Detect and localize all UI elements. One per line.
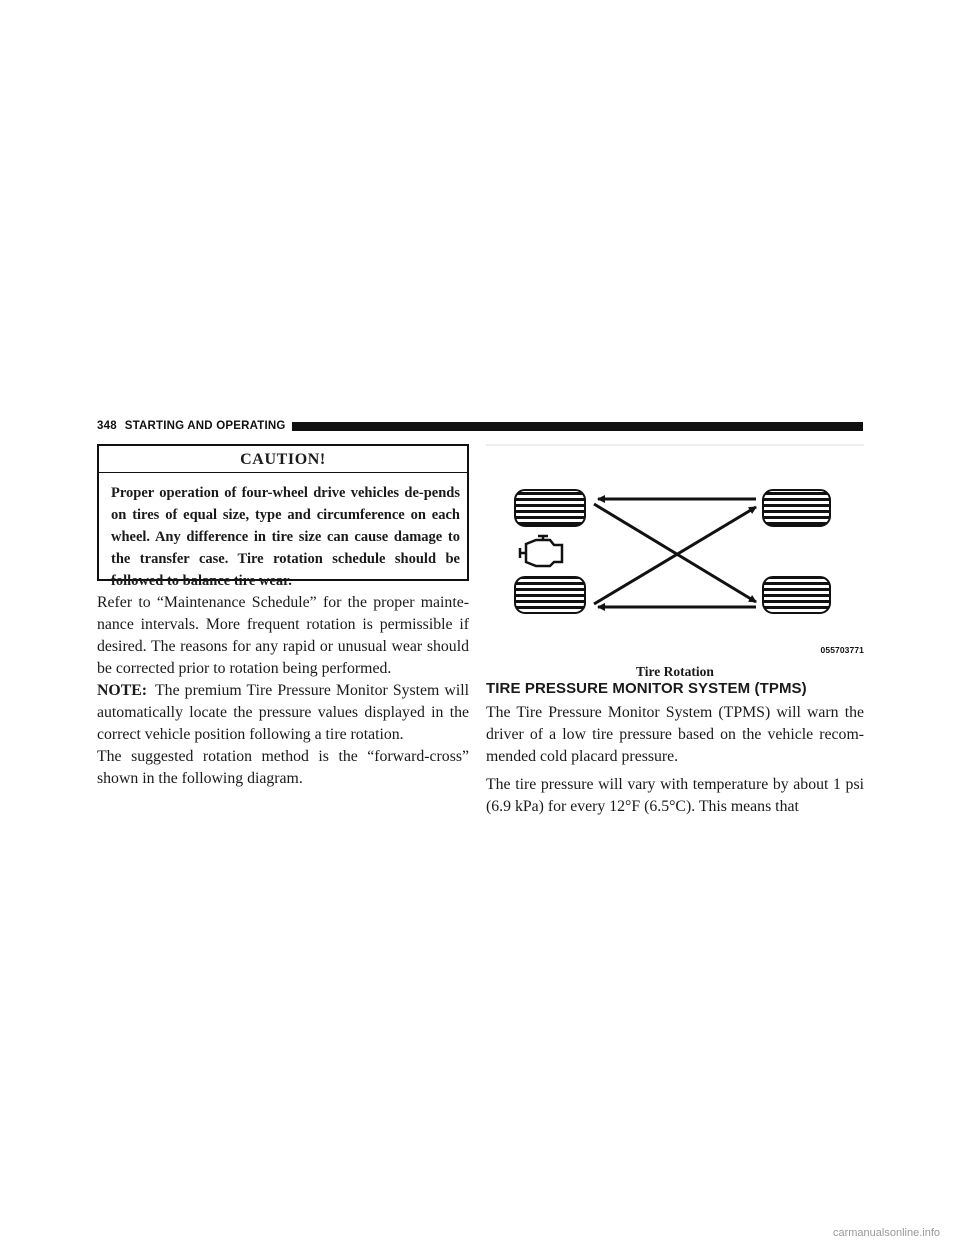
tire-front-left: [515, 490, 585, 526]
page-number: 348: [97, 420, 117, 432]
tire-front-right: [763, 490, 830, 526]
arrow-rear-left-to-front-right: [594, 507, 756, 604]
footer-watermark: [0, 1226, 960, 1242]
note-label: NOTE:: [97, 682, 148, 699]
tpms-paragraph-2: The tire pressure will vary with temperature by about 1 psi (6.9 kPa) for every 12°F (6.5°C). This means that: [486, 776, 864, 815]
suggested-paragraph: The suggested rotation method is the “forward-cross” shown in the following diagram.: [97, 748, 469, 787]
tpms-paragraph-1: The Tire Pressure Monitor System (TPMS) will warn the driver of a low tire pressure based on the vehicle recom-mended cold placard pressure.: [486, 704, 864, 765]
tire-rotation-figure: [486, 444, 864, 660]
engine-icon: [520, 536, 562, 566]
maintenance-paragraph: Refer to “Maintenance Schedule” for the proper mainte-nance intervals. More frequent rotation is permissible if desired. The reasons for any rapid or unusual wear should be corrected prior to rotation being performed.: [97, 594, 469, 677]
caution-box: [97, 444, 469, 589]
page-header: [97, 419, 863, 433]
section-title: STARTING AND OPERATING: [124, 420, 286, 432]
caution-title: CAUTION!: [99, 446, 467, 473]
figure-caption: Tire Rotation: [636, 664, 714, 679]
note-paragraph: [97, 680, 469, 746]
tpms-heading: TIRE PRESSURE MONITOR SYSTEM (TPMS): [486, 680, 807, 697]
watermark-text: carmanualsonline.info: [832, 1227, 940, 1239]
tire-rear-left: [515, 577, 585, 613]
figure-code: 055703771: [820, 645, 864, 655]
tire-rotation-diagram: [486, 444, 864, 660]
tire-rear-right: [763, 577, 830, 613]
header-rule: [292, 422, 863, 431]
note-text: The premium Tire Pressure Monitor System will automatically locate the pressure values displayed in the correct vehicle position following a tire rotation.: [97, 682, 469, 743]
caution-text: Proper operation of four-wheel drive vehicles de-pends on tires of equal size, type and circumference on each wheel. Any difference in tire size can cause damage to the transfer case. Tire rotation schedule should be followed to balance tire wear.: [111, 485, 460, 589]
arrow-front-left-to-rear-right: [594, 504, 756, 602]
